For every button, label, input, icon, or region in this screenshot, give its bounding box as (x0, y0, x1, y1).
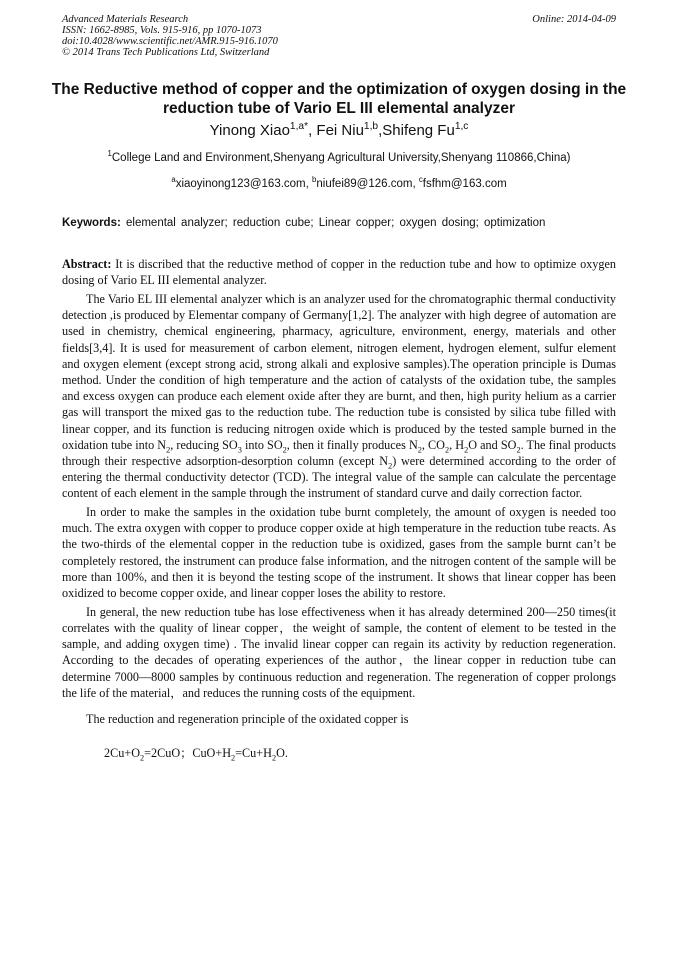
online-date: Online: 2014-04-09 (532, 14, 616, 25)
text-run: . The final products through their respective adsorption-desorption column (except N (62, 437, 616, 468)
abstract-text: It is discribed that the reductive method of copper in the reduction tube and how to optimize oxygen dosing of Vario EL III elemental analyzer. (62, 257, 616, 288)
subscript: 2 (417, 445, 422, 455)
author-sep: , (308, 122, 317, 139)
equation-part: =2CuO；CuO+H (144, 746, 232, 761)
subscript: 2 (516, 445, 521, 455)
keywords (62, 217, 616, 229)
copyright-line: © 2014 Trans Tech Publications Ltd, Switzerland (62, 47, 270, 58)
text-run: into SO (241, 437, 283, 452)
author-name: Fei Niu (316, 122, 364, 139)
email-list (0, 175, 678, 190)
email-address[interactable]: xiaoyinong123@163.com, (175, 178, 313, 190)
email-address[interactable]: fsfhm@163.com (422, 178, 507, 190)
keywords-label: Keywords: (62, 217, 121, 229)
email-mark: b (312, 175, 317, 185)
body-text (62, 256, 616, 764)
subscript: 2 (282, 445, 287, 455)
subscript: 2 (231, 753, 236, 763)
subscript: 2 (166, 445, 171, 455)
text-run: ) were determined according to the order of entering the thermal conductivity detector (TCD). The integral value of the sample can calculate the percentage content of each element in the sample through the instrument of standard curve and daily correction factor. (62, 453, 617, 501)
email-mark: c (418, 175, 423, 185)
journal-header (62, 14, 616, 58)
email-mark: a (171, 175, 176, 185)
subscript: 2 (388, 461, 393, 471)
subscript: 3 (237, 445, 242, 455)
email-address[interactable]: niufei89@126.com, (316, 178, 419, 190)
author-affil-mark: 1,b (363, 121, 379, 132)
affiliation (0, 149, 678, 164)
affiliation-mark: 1 (107, 149, 112, 159)
abstract-paragraph (62, 256, 616, 288)
author-name: Yinong Xiao (209, 122, 290, 139)
subscript: 2 (271, 753, 277, 763)
abstract-label: Abstract: (62, 257, 112, 271)
paper-title: The Reductive method of copper and the optimization of oxygen dosing in the reduction tube of Vario EL III elemental analyzer (51, 81, 627, 117)
doi-line: doi:10.4028/www.scientific.net/AMR.915-916.1070 (62, 36, 278, 47)
subscript: 2 (444, 445, 450, 455)
equation-part: =Cu+H (235, 746, 272, 761)
equation-part: 2Cu+O (104, 746, 140, 761)
body-paragraph (62, 291, 616, 502)
keywords-text: elemental analyzer; reduction cube; Linear copper; oxygen dosing; optimization (126, 217, 546, 229)
body-paragraph: In order to make the samples in the oxidation tube burnt completely, the amount of oxygen is needed too much. The extra oxygen with copper to produce copper oxide at high temperature in the reduction tube reacts. As the two-thirds of the elemental copper in the reduction tube is oxidized, gases from the sample burnt can’t be completely restored, the instrument can produce false information, and the nitrogen content of the sample will be more than 100%, and then it is beyond the testing scope of the instrument. It shows that linear copper has been oxidized to become copper oxide, and linear copper loses the ability to restore. (62, 505, 616, 601)
author-sep: , (378, 122, 383, 139)
body-paragraph: The reduction and regeneration principle of the oxidated copper is (86, 711, 409, 726)
text-run: , H (449, 437, 465, 452)
body-paragraph: In general, the new reduction tube has lose effectiveness when it has already determined 200—250 times(it correlates with the quality of linear copper，the weight of sample, the content of element to be tested in the sample, and adding oxygen time) . The invalid linear copper can regain its activity by reduction regeneration. According to the decades of operating experiences of the author，the linear copper in reduction tube can determine 7000—8000 samples by continuous reduction and regeneration. The regeneration of copper prolongs the life of the material，and reduces the running costs of the equipment. (62, 604, 616, 700)
subscript: 2 (464, 445, 469, 455)
journal-name: Advanced Materials Research (62, 14, 189, 25)
subscript: 2 (140, 753, 145, 763)
text-run: , reducing SO (170, 437, 238, 452)
equation-part: O. (276, 746, 288, 761)
chemical-equation (62, 745, 616, 761)
author-affil-mark: 1,c (454, 121, 469, 132)
text-run: , then it finally produces N (286, 437, 418, 452)
text-run: , CO (421, 437, 445, 452)
author-list (0, 122, 678, 140)
issn-line: ISSN: 1662-8985, Vols. 915-916, pp 1070-1073 (62, 25, 262, 36)
text-run: O and SO (468, 437, 517, 452)
author-name: Shifeng Fu (382, 122, 455, 139)
affiliation-text: College Land and Environment,Shenyang Agricultural University,Shenyang 110866,China) (111, 152, 571, 164)
text-run: The Vario EL III elemental analyzer which is an analyzer used for the chromatographic thermal conductivity detection ,is produced by Elementar company of Germany[1,2]. The analyzer with high degree of automation are used in chemistry, chemical engineering, pharmacy, agriculture, environment, energy, materials and other fields[3,4]. It is used for measurement of carbon element, nitrogen element, hydrogen element, sulfur element and oxygen element (except strong acid, strong alkali and explosive samples).The operation principle is Dumas method. Under the condition of high temperature and the action of catalysts of the oxidation tube, the samples and excess oxygen can produce each element oxide after they are burnt, and then, high purity helium as a carrier gas will transport the mixed gas to the reduction tube. The reduction tube is consisted by silica tube filled with linear copper, and its function is reducing nitrogen oxide which is produced by the tested sample burned in the oxidation tube into N (62, 291, 616, 452)
author-affil-mark: 1,a* (289, 121, 309, 132)
